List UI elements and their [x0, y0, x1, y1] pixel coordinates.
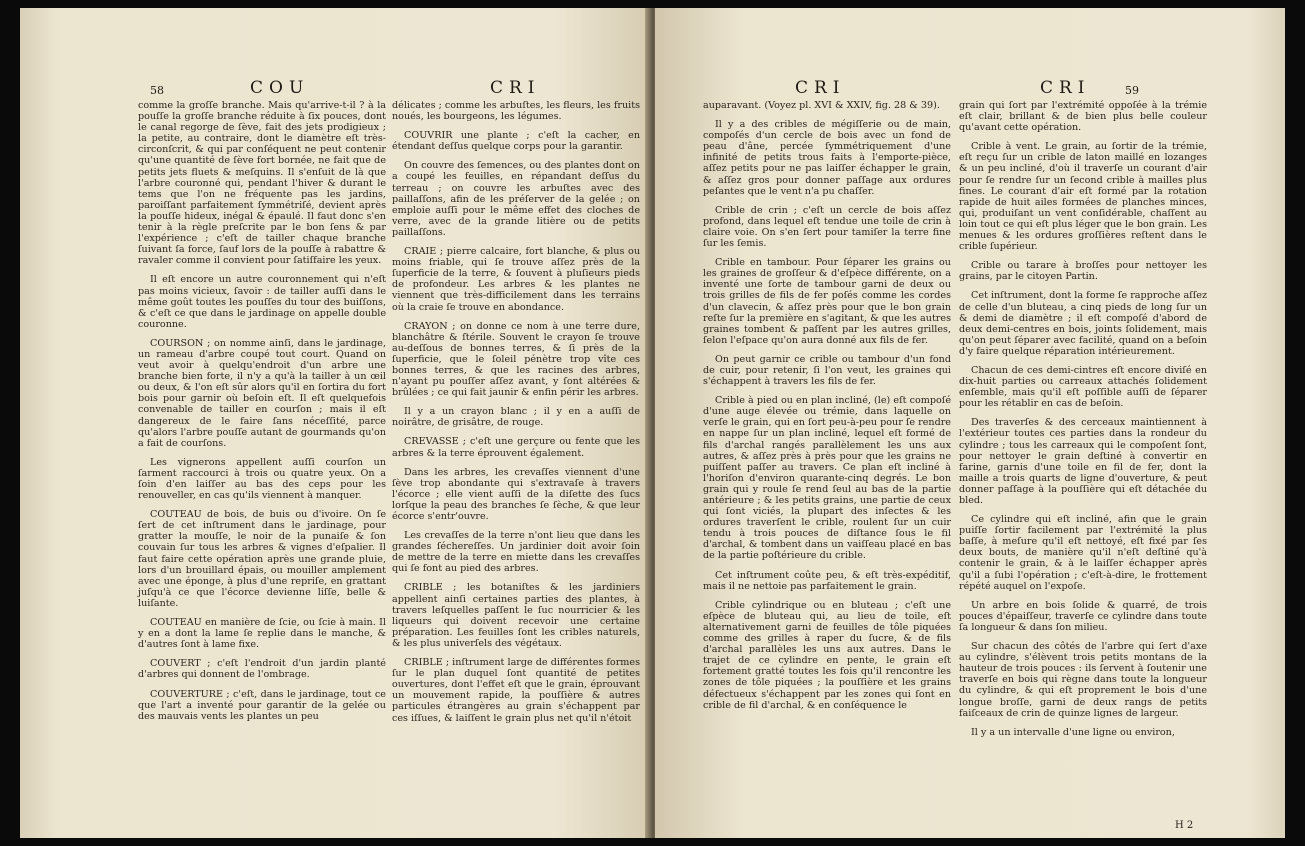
paragraph: Les crevaſſes de la terre n'ont lieu que dans les grandes ſéchereſſes. Un jardinier doit avoir ſoin de mettre de la terre en miette dans les crevaſſes qui ſe font au pied des arbres. — [392, 530, 640, 575]
paragraph: COUVERT ; c'eſt l'endroit d'un jardin planté d'arbres qui donnent de l'ombrage. — [138, 658, 386, 681]
paragraph: Les vignerons appellent auſſi courſon un ſarment raccourci à trois ou quatre yeux. On a ſoin d'en laiſſer au bas des ceps pour les renouveller, en cas qu'ils viennent à manquer. — [138, 456, 386, 502]
page-58 — [20, 8, 650, 838]
running-head-left: COU — [250, 78, 310, 98]
page-number: 58 — [150, 84, 164, 97]
paragraph: COURSON ; on nomme ainſi, dans le jardinage, un rameau d'arbre coupé tout court. Quand on veut avoir à quelqu'endroit d'un arbre une branche bien forte, il n'y a qu'à la tailler à un œil ou deux, & l'on eſt sûr alors qu'il en ſortira du fort bois pour garnir où beſoin eſt. Il eſt quelquefois convenable de tailler en courſon ; mais il eſt dangereux de le faire ſans néceſſité, parce qu'alors l'arbre pouſſe autant de gourmands qu'on a fait de courſons. — [138, 337, 386, 449]
text-column-1 — [138, 100, 386, 730]
paragraph: Crible cylindrique ou en bluteau ; c'eſt une eſpèce de bluteau qui, au lieu de toile, eſt alternativement garni de feuilles de tôle piquées comme des grilles à raper du ſucre, & de fils d'archal parallèles les uns aux autres. Dans le trajet de ce cylindre en pente, le grain eſt fortement gratté toutes les fois qu'il rencontre les zones de tôle piquées ; la pouſſière et les grains défectueux s'échappent par les zones qui ſont en crible de fil d'archal, & en conſéquence le — [703, 599, 951, 711]
paragraph: CREVASSE ; c'eſt une gerçure ou fente que les arbres & la terre éprouvent également. — [392, 436, 640, 459]
paragraph: Crible ou tarare à broſſes pour nettoyer les grains, par le citoyen Partin. — [959, 260, 1207, 283]
text-column-2 — [959, 100, 1207, 746]
paragraph: CRAIE ; pierre calcaire, fort blanche, & plus ou moins friable, qui ſe trouve aſſez près de la ſuperficie de la terre, & ſouvent à pluſieurs pieds de profondeur. Les arbres & les plantes ne viennent que très-difficilement dans les terrains où la craie ſe trouve en abondance. — [392, 246, 640, 313]
paragraph: COUTEAU en manière de ſcie, ou ſcie à main. Il y en a dont la lame ſe replie dans le manche, & d'autres ſont à lame fixe. — [138, 617, 386, 651]
running-head-right: CRI — [490, 78, 541, 98]
paragraph: Chacun de ces demi-cintres eſt encore diviſé en dix-huit parties ou carreaux attachés ſolidement enſemble, mais qu'il eſt poſſible auſſi de ſéparer pour les rétablir en cas de beſoin. — [959, 364, 1207, 410]
paragraph: Dans les arbres, les crevaſſes viennent d'une ſève trop abondante qui s'extravaſe à travers l'écorce ; elle vient auſſi de la diſette des ſucs lorſque la peau des branches ſe ſèche, & que leur écorce s'entr'ouvre. — [392, 466, 640, 522]
paragraph: COUVERTURE ; c'eſt, dans le jardinage, tout ce que l'art a inventé pour garantir de la gelée ou des mauvais vents les plantes un peu — [138, 688, 386, 722]
paragraph: auparavant. (Voyez pl. XVI & XXIV, fig. 28 & 39). — [703, 100, 940, 111]
paragraph: Il y a des cribles de mégiſſerie ou de main, compoſés d'un cercle de bois avec un fond de peau d'âne, percée ſymmétriquement d'une infinité de petits trous faits à l'emporte-pièce, aſſez petits pour ne pas laiſſer échapper le grain, & aſſez gros pour donner paſſage aux ordures peſantes que le vent n'a pu chaſſer. — [703, 119, 951, 197]
paragraph: Cet inſtrument, dont la forme ſe rapproche aſſez de celle d'un bluteau, a cinq pieds de long ſur un & demi de diamètre ; il eſt compoſé d'abord de deux demi-centres en bois, joints ſolidement, mais qu'on peut ſéparer avec facilité, quand on a beſoin d'y faire quelque réparation intérieurement. — [959, 290, 1207, 357]
paragraph: On peut garnir ce crible ou tambour d'un fond de cuir, pour retenir, ſi l'on veut, les graines qui s'échappent à travers les fils de fer. — [703, 353, 951, 388]
page-59 — [655, 8, 1285, 838]
paragraph: Ce cylindre qui eſt incliné, afin que le grain puiſſe ſortir facilement par l'extrémité la plus baſſe, à meſure qu'il eſt nettoyé, eſt fixé par ſes deux bouts, de manière qu'il n'eſt deſtiné qu'à contenir le grain, & à le laiſſer échapper après qu'il a ſubi l'opération ; c'eſt-à-dire, le frottement répété auquel on l'expoſe. — [959, 514, 1207, 592]
paragraph: Crible en tambour. Pour ſéparer les grains ou les graines de groſſeur & d'eſpèce différente, on a inventé une ſorte de tambour garni de deux ou trois grilles de fils de fer poſés comme les cordes d'un clavecin, & aſſez près pour que le bon grain reſte ſur la première en s'agitant, & que les autres graines tombent & paſſent par les autres grilles, ſelon l'eſpace qu'on aura donné aux fils de fer. — [703, 257, 951, 346]
paragraph: On couvre des ſemences, ou des plantes dont on a coupé les feuilles, en répandant deſſus du terreau ; on couvre les arbuſtes avec des paillaſſons, afin de les préſerver de la gelée ; on emploie auſſi pour le même effet des cloches de verre, avec de la grande litière ou de petits paillaſſons. — [392, 160, 640, 238]
paragraph: Il eſt encore un autre couronnement qui n'eſt pas moins vicieux, ſavoir : de tailler auſſi dans le même goût toutes les pouſſes du tour des buiſſons, & c'eſt ce que dans le jardinage on appelle double couronne. — [138, 274, 386, 330]
paragraph: Un arbre en bois ſolide & quarré, de trois pouces d'épaiſſeur, traverſe ce cylindre dans toute ſa longueur & dans ſon milieu. — [959, 599, 1207, 633]
paragraph: grain qui ſort par l'extrémité oppoſée à la trémie eſt clair, brillant & de bien plus belle couleur qu'avant cette opération. — [959, 100, 1207, 134]
paragraph: délicates ; comme les arbuſtes, les fleurs, les fruits noués, les bourgeons, les légumes. — [392, 100, 640, 123]
text-column-2 — [392, 100, 640, 732]
paragraph: CRAYON ; on donne ce nom à une terre dure, blanchâtre & ſtérile. Souvent le crayon ſe trouve au-deſſous de bonnes terres, & ſi près de la ſuperficie, que le ſoleil pénètre trop vîte ces bonnes terres, & que les racines des arbres, n'ayant pu pouſſer aſſez avant, y ſont altérées & brûlées ; ce qui fait jaunir & enfin périr les arbres. — [392, 320, 640, 399]
paragraph: Crible de crin ; c'eſt un cercle de bois aſſez profond, dans lequel eſt tendue une toile de crin à claire voie. On s'en ſert pour tamiſer la terre fine ſur les ſemis. — [703, 204, 951, 250]
paragraph: comme la groſſe branche. Mais qu'arrive-t-il ? à la pouſſe la groſſe branche réduite à ſix pouces, dont le canal regorge de ſève, fait des jets prodigieux ; la petite, au contraire, dont le diamètre eſt très-circonſcrit, & qui par conſéquent ne peut contenir qu'une quantité de ſève fort bornée, ne fait que de petits jets fluets & meſquins. Il s'enſuit de là que l'arbre couronné qui, pendant l'hiver & durant le tems que l'on ne fréquente pas les jardins, paroiſſant parfaitement ſymmétriſé, devient après la pouſſe hideux, inégal & épaulé. Il faut donc s'en tenir à la règle preſcrite par le bon ſens & par l'expérience ; c'eſt de tailler chaque branche ſuivant ſa force, ſauf lors de la pouſſe à rabattre & ravaler comme il convient pour ſatiſfaire les yeux. — [138, 100, 386, 267]
running-head-left: CRI — [795, 78, 846, 98]
text-column-1 — [703, 100, 951, 719]
paragraph: Crible à pied ou en plan incliné, (le) eſt compoſé d'une auge élevée ou trémie, dans laquelle on verſe le grain, qui en ſort peu-à-peu pour ſe rendre en nappe ſur un plan incliné, lequel eſt formé de fils d'archal rangés parallèlement les uns aux autres, & aſſez près à près pour que les grains ne puiſſent paſſer au travers. Ce plan eſt incliné à l'horiſon d'environ quarante-cinq degrés. Le bon grain qui y roule ſe rend ſeul au bas de la partie antérieure ; & les petits grains, une partie de ceux qui ſont viciés, la plupart des inſectes & les ordures traverſent le crible, roulent ſur un cuir tendu à trois pouces de diſtance ſous le fil d'archal, & tombent dans un vaiſſeau placé en bas de la partie poſtérieure du crible. — [703, 395, 951, 562]
page-number: 59 — [1125, 84, 1139, 97]
paragraph: CRIBLE ; inſtrument large de différentes formes ſur le plan duquel ſont quantité de petites ouvertures, dont l'effet eſt que le grain, éprouvant un mouvement rapide, la pouſſière & autres particules étrangères au grain s'échappent par ces iſſues, & laiſſent le grain plus net qu'il n'étoit — [392, 657, 640, 724]
paragraph: Sur chacun des côtés de l'arbre qui ſert d'axe au cylindre, s'élèvent trois petits montans de la hauteur de trois pouces : ils ſervent à ſoutenir une traverſe en bois qui règne dans toute la longueur du cylindre, & qui eſt proprement le bois d'une longue broſſe, garni de deux rangs de petits faiſceaux de crin de quinze lignes de largeur. — [959, 641, 1207, 719]
paragraph: CRIBLE ; les botaniſtes & les jardiniers appellent ainſi certaines parties des plantes, à travers leſquelles paſſent le ſuc nourricier & les liqueurs qui doivent recevoir une certaine préparation. Les feuilles ſont les cribles naturels, & les plus univerſels des végétaux. — [392, 582, 640, 649]
paragraph: Des traverſes & des cerceaux maintiennent à l'extérieur toutes ces parties dans la rondeur du cylindre ; tous les carreaux qui le compoſent ſont, pour nettoyer le grain deſtiné à convertir en farine, garnis d'une toile en fil de fer, dont la maille a trois quarts de ligne d'ouverture, & peut donner paſſage à la pouſſière qui eſt détachée du bled. — [959, 417, 1207, 506]
paragraph: Il y a un intervalle d'une ligne ou environ, — [971, 726, 1175, 738]
paragraph: COUTEAU de bois, de buis ou d'ivoire. On ſe ſert de cet inſtrument dans le jardinage, pour gratter la mouſſe, le noir de la punaiſe & ſon couvain ſur tous les arbres & vignes d'eſpalier. Il faut faire cette opération après une grande pluie, lors d'un brouillard épais, ou mouiller amplement avec une éponge, à plus d'une repriſe, en grattant juſqu'à ce que l'écorce devienne liſſe, belle & luiſante. — [138, 509, 386, 609]
running-head-right: CRI — [1040, 78, 1091, 98]
paragraph: COUVRIR une plante ; c'eſt la cacher, en étendant deſſus quelque corps pour la garantir. — [392, 130, 640, 153]
paragraph: Crible à vent. Le grain, au ſortir de la trémie, eſt reçu ſur un crible de laton maillé en lozanges & un peu incliné, d'où il traverſe un courant d'air pour ſe rendre ſur un ſecond crible à mailles plus fines. Le courant d'air eſt formé par la rotation rapide de huit ailes formées de planches minces, qui, produiſant un vent conſidérable, chaſſent au loin tout ce qui eſt plus léger que le bon grain. Les menues & les ordures groſſières reſtent dans le crible ſupérieur. — [959, 141, 1207, 253]
signature-mark: H 2 — [1175, 820, 1194, 831]
paragraph: Cet inſtrument coûte peu, & eſt très-expéditif, mais il ne nettoie pas parfaitement le grain. — [703, 569, 951, 592]
paragraph: Il y a un crayon blanc ; il y en a auſſi de noirâtre, de grisâtre, de rouge. — [392, 406, 640, 429]
